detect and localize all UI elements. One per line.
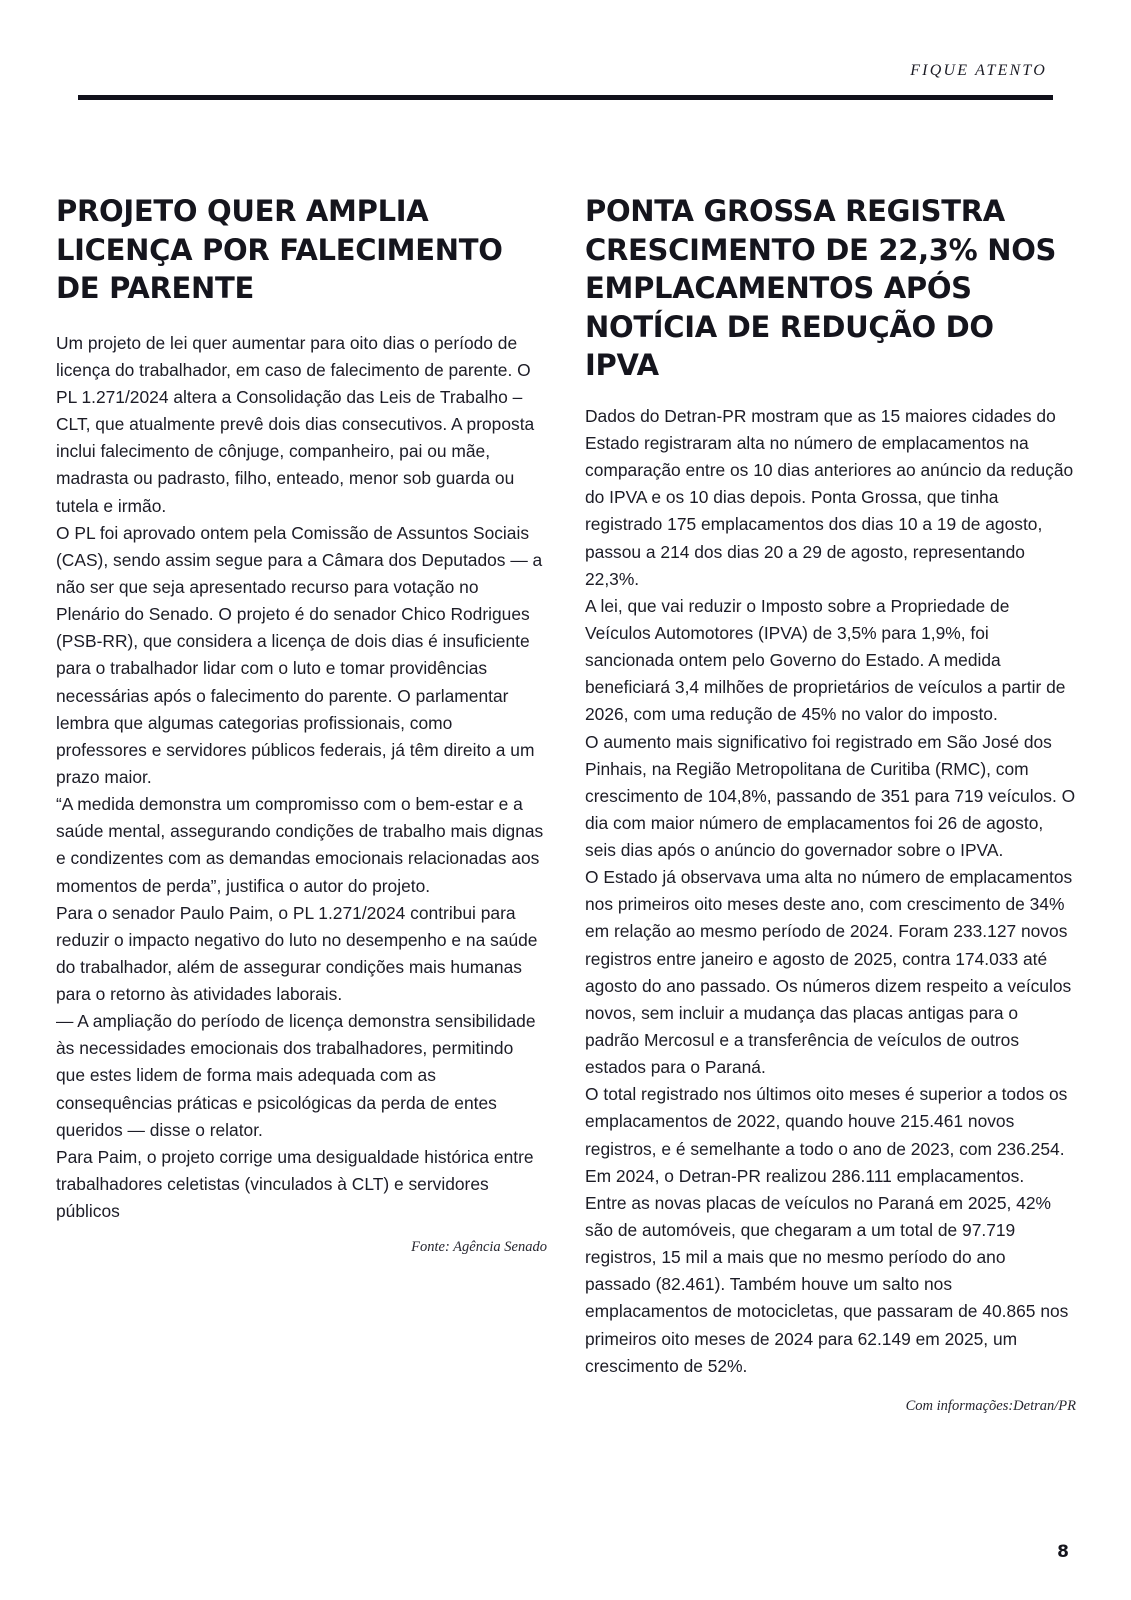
page-number: 8 xyxy=(1057,1542,1069,1562)
left-article-paragraph: Um projeto de lei quer aumentar para oito dias o período de licença do trabalhador, em caso de falecimento de parente. O PL 1.271/2024 altera a Consolidação das Leis de Trabalho – CLT, que atualmente prevê dois dias consecutivos. A proposta inclui falecimento de cônjuge, companheiro, pai ou mãe, madrasta ou padrasto, filho, enteado, menor sob guarda ou tutela e irmão. xyxy=(56,332,535,516)
left-article-title: PROJETO QUER AMPLIA LICENÇA POR FALECIMENTO DE PARENTE xyxy=(56,194,503,306)
right-article xyxy=(585,192,1076,1415)
page-header xyxy=(78,62,1053,100)
right-article-paragraph: Entre as novas placas de veículos no Paraná em 2025, 42% são de automóveis, que chegaram a um total de 97.719 registros, 15 mil a mais que no mesmo período do ano passado (82.461). Também houve um salto nos emplacamentos de motocicletas, que passaram de 40.865 nos primeiros oito meses de 2024 para 62.149 em 2025, um crescimento de 52%. xyxy=(585,1192,1069,1376)
left-article-paragraph: O PL foi aprovado ontem pela Comissão de Assuntos Sociais (CAS), sendo assim segue para a Câmara dos Deputados — a não ser que seja apresentado recurso para votação no Plenário do Senado. O projeto é do senador Chico Rodrigues (PSB-RR), que considera a licença de dois dias é insuficiente para o trabalhador lidar com o luto e tomar providências necessárias após o falecimento do parente. O parlamentar lembra que algumas categorias profissionais, como professores e servidores públicos federais, já têm direito a um prazo maior. xyxy=(56,522,543,787)
left-article-paragraph: Para Paim, o projeto corrige uma desigualdade histórica entre trabalhadores celetistas (vinculados à CLT) e servidores públicos xyxy=(56,1146,534,1222)
right-article-paragraph: Dados do Detran-PR mostram que as 15 maiores cidades do Estado registraram alta no número de emplacamentos na comparação entre os 10 dias anteriores ao anúncio da redução do IPVA e os 10 dias depois. Ponta Grossa, que tinha registrado 175 emplacamentos dos dias 10 a 19 de agosto, passou a 214 dos dias 20 a 29 de agosto, representando 22,3%. xyxy=(585,405,1074,589)
left-article-source: Fonte: Agência Senado xyxy=(411,1239,547,1256)
left-article xyxy=(56,192,547,1415)
right-article-paragraph: O Estado já observava uma alta no número de emplacamentos nos primeiros oito meses deste ano, com crescimento de 34% em relação ao mesmo período de 2024. Foram 233.127 novos registros entre janeiro e agosto de 2025, contra 174.033 até agosto do ano passado. Os números dizem respeito a veículos novos, sem incluir a mudança das placas antigas para o padrão Mercosul e a transferência de veículos de outros estados para o Paraná. xyxy=(585,867,1073,1078)
right-article-paragraph: A lei, que vai reduzir o Imposto sobre a Propriedade de Veículos Automotores (IPVA) de 3,5% para 1,9%, foi sancionada ontem pelo Governo do Estado. A medida beneficiará 3,4 milhões de proprietários de veículos a partir de 2026, com uma redução de 45% no valor do imposto. xyxy=(585,595,1066,725)
left-article-paragraph: “A medida demonstra um compromisso com o bem-estar e a saúde mental, assegurando condições de trabalho mais dignas e condizentes com as demandas emocionais relacionadas aos momentos de perda”, justifica o autor do projeto. xyxy=(56,794,544,896)
right-article-paragraph: O aumento mais significativo foi registrado em São José dos Pinhais, na Região Metropolitana de Curitiba (RMC), com crescimento de 104,8%, passando de 351 para 719 veículos. O dia com maior número de emplacamentos foi 26 de agosto, seis dias após o anúncio do governador sobre o IPVA. xyxy=(585,731,1076,861)
section-label: FIQUE ATENTO xyxy=(910,62,1047,79)
right-article-source: Com informações:Detran/PR xyxy=(905,1397,1076,1414)
left-article-paragraph: — A ampliação do período de licença demonstra sensibilidade às necessidades emocionais dos trabalhadores, permitindo que estes lidem de forma mais adequada com as consequências práticas e psicológicas da perda de entes queridos — disse o relator. xyxy=(56,1011,536,1140)
right-article-title: PONTA GROSSA REGISTRA CRESCIMENTO DE 22,3% NOS EMPLACAMENTOS APÓS NOTÍCIA DE REDUÇÃO DO IPVA xyxy=(585,194,1057,383)
left-article-paragraph: Para o senador Paulo Paim, o PL 1.271/2024 contribui para reduzir o impacto negativo do luto no desempenho e na saúde do trabalhador, além de assegurar condições mais humanas para o retorno às atividades laborais. xyxy=(56,902,538,1005)
article-columns xyxy=(56,192,1076,1415)
right-article-paragraph: O total registrado nos últimos oito meses é superior a todos os emplacamentos de 2022, quando houve 215.461 novos registros, e é semelhante a todo o ano de 2023, com 236.254. Em 2024, o Detran-PR realizou 286.111 emplacamentos. xyxy=(585,1084,1068,1186)
header-divider xyxy=(78,95,1053,100)
